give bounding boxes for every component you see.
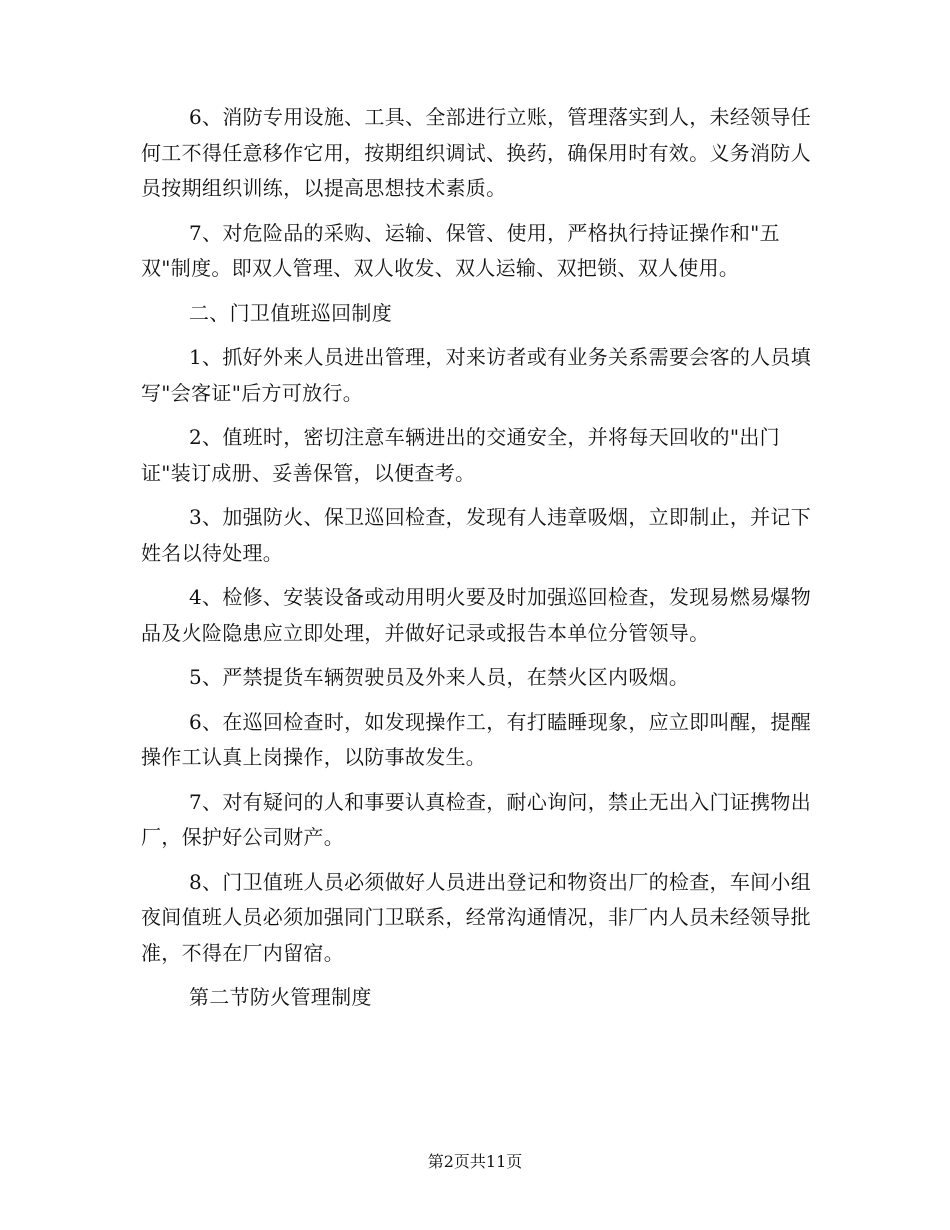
paragraph-no-smoking: 5、严禁提货车辆贺驶员及外来人员，在禁火区内吸烟。 xyxy=(189,665,690,689)
paragraph-patrol-wake: 6、在巡回检查时，如发现操作工，有打瞌睡现象，应立即叫醒，提醒操作工认真上岗操作，以防事故发生。 xyxy=(141,709,812,769)
paragraph-suspicious-check: 7、对有疑问的人和事要认真检查，耐心询问，禁止无出入门证携物出厂，保护好公司财产。 xyxy=(141,789,812,849)
paragraph-visitor-management: 1、抓好外来人员进出管理，对来访者或有业务关系需要会客的人员填写"会客证"后方可放行。 xyxy=(141,345,812,405)
section-heading-gate-duty: 二、门卫值班巡回制度 xyxy=(189,300,392,325)
paragraph-maintenance-inspection: 4、检修、安装设备或动用明火要及时加强巡回检查，发现易燃易爆物品及火险隐患应立即处理，并做好记录或报告本单位分管领导。 xyxy=(141,585,812,645)
paragraph-night-duty: 8、门卫值班人员必须做好人员进出登记和物资出厂的检查，车间小组夜间值班人员必须加强同门卫联系，经常沟通情况，非厂内人员未经领导批准，不得在厂内留宿。 xyxy=(141,869,812,965)
paragraph-vehicle-safety: 2、值班时，密切注意车辆进出的交通安全，并将每天回收的"出门证"装订成册、妥善保管，以便查考。 xyxy=(141,425,780,485)
document-body xyxy=(141,100,821,1025)
section-heading-fire-management: 第二节防火管理制度 xyxy=(189,985,372,1009)
page-number-footer: 第2页共11页 xyxy=(427,1152,523,1171)
paragraph-hazardous-goods: 7、对危险品的采购、运输、保管、使用，严格执行持证操作和"五双"制度。即双人管理、双人收发、双人运输、双把锁、双人使用。 xyxy=(141,220,780,280)
paragraph-fire-patrol: 3、加强防火、保卫巡回检查，发现有人违章吸烟，立即制止，并记下姓名以待处理。 xyxy=(141,505,812,565)
paragraph-fire-equipment: 6、消防专用设施、工具、全部进行立账，管理落实到人，未经领导任何工不得任意移作它用，按期组织调试、换药，确保用时有效。义务消防人员按期组织训练，以提高思想技术素质。 xyxy=(141,105,812,200)
